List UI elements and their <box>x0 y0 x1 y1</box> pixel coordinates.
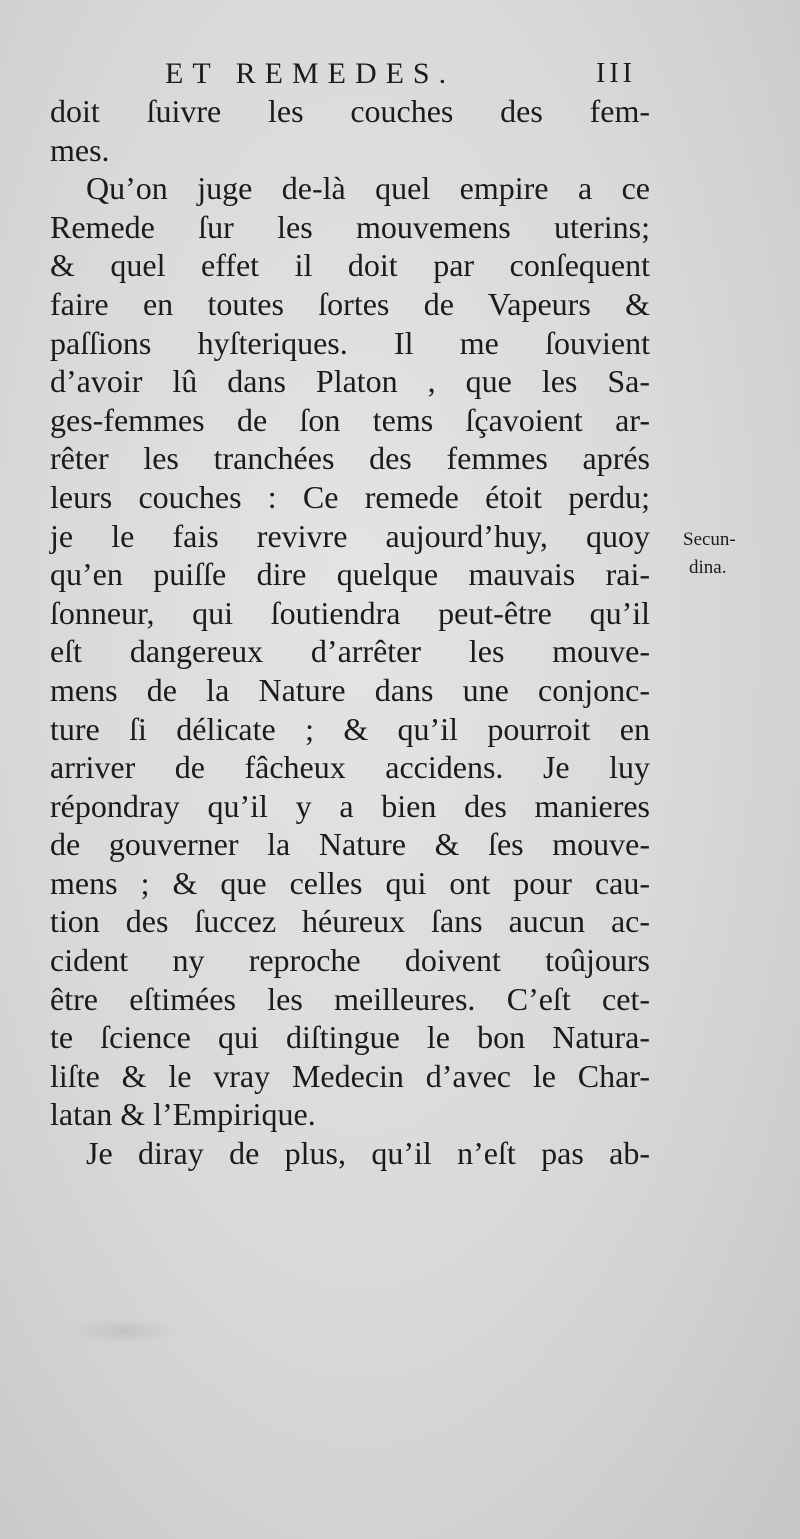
text-line: ges-femmes de ſon tems ſçavoient ar- <box>50 401 650 438</box>
text-line: ture ſi délicate ; & qu’il pourroit en <box>50 710 650 747</box>
page-number: III <box>596 58 636 89</box>
text-line: tion des ſuccez héureux ſans aucun ac- <box>50 903 650 940</box>
text-line: te ſcience qui diſtingue le bon Natura- <box>50 1019 650 1056</box>
text-line: ſonneur, qui ſoutiendra peut-être qu’il <box>50 594 650 631</box>
text-line: mens ; & que celles qui ont pour cau- <box>50 864 650 901</box>
text-line: doit ſuivre les couches des fem- <box>50 93 650 129</box>
text-line: paſſions hyſteriques. Il me ſouvient <box>50 324 650 361</box>
running-head: ET REMEDES. <box>165 57 456 90</box>
text-line: répondray qu’il y a bien des manieres <box>50 787 650 824</box>
text-line: d’avoir lû dans Platon , que les Sa- <box>50 363 650 400</box>
margin-note-line: Secun- <box>683 529 736 550</box>
text-line: être eſtimées les meilleures. C’eſt cet- <box>50 980 650 1017</box>
text-line: liſte & le vray Medecin d’avec le Char- <box>50 1057 650 1094</box>
text-line: Qu’on juge de-là quel empire a ce <box>86 170 650 207</box>
text-line: Je diray de plus, qu’il n’eſt pas ab- <box>86 1135 650 1172</box>
text-line: cident ny reproche doivent toûjours <box>50 942 650 979</box>
text-line: Remede ſur les mouvemens uterins; <box>50 208 650 245</box>
text-line: leurs couches : Ce remede étoit perdu; <box>50 478 650 515</box>
text-line: qu’en puiſſe dire quelque mauvais rai- <box>50 556 650 593</box>
text-line: arriver de fâcheux accidens. Je luy <box>50 749 650 786</box>
body-text <box>50 92 650 1173</box>
text-line: de gouverner la Nature & ſes mouve- <box>50 826 650 863</box>
text-line: je le fais revivre aujourd’huy, quoy <box>50 517 650 554</box>
margin-note-line: dina. <box>689 557 727 578</box>
text-line: eſt dangereux d’arrêter les mouve- <box>50 633 650 670</box>
text-line: & quel effet il doit par conſequent <box>50 247 650 284</box>
paper-smudge <box>70 1318 180 1344</box>
text-line: mes. <box>50 131 110 168</box>
margin-note <box>683 526 773 582</box>
text-line: mens de la Nature dans une conjonc- <box>50 671 650 708</box>
page-header <box>0 52 800 96</box>
text-line: rêter les tranchées des femmes aprés <box>50 440 650 477</box>
text-line: latan & l’Empirique. <box>50 1096 316 1133</box>
text-line: faire en toutes ſortes de Vapeurs & <box>50 285 650 322</box>
